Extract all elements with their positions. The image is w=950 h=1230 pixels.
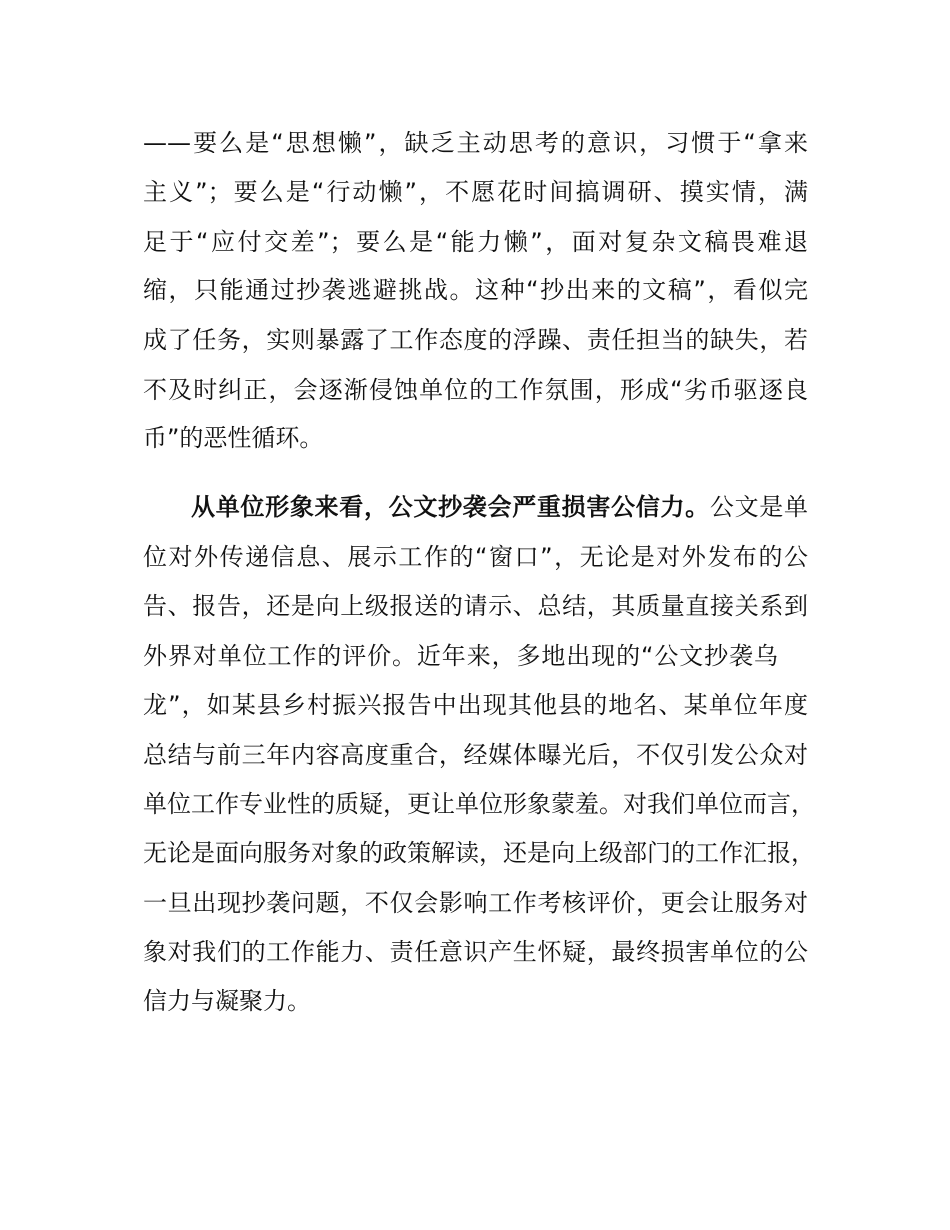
text-line: 龙”，如某县乡村振兴报告中出现其他县的地名、某单位年度	[143, 691, 808, 719]
text-line: 一旦出现抄袭问题，不仅会影响工作考核评价，更会让服务对	[143, 889, 808, 917]
text-line: 告、报告，还是向上级报送的请示、总结，其质量直接关系到	[143, 592, 808, 620]
text-line: 不及时纠正，会逐渐侵蚀单位的工作氛围，形成“劣币驱逐良	[143, 376, 808, 404]
text-line: 主义”；要么是“行动懒”，不愿花时间搞调研、摸实情，满	[143, 178, 808, 206]
text-line: 信力与凝聚力。	[143, 987, 311, 1015]
text-line: 位对外传递信息、展示工作的“窗口”，无论是对外发布的公	[143, 543, 808, 571]
text-line: 外界对单位工作的评价。近年来，多地出现的“公文抄袭乌	[143, 642, 779, 670]
text-line: 单位工作专业性的质疑，更让单位形象蒙羞。对我们单位而言，	[143, 790, 815, 818]
text-line: 足于“应付交差”；要么是“能力懒”，面对复杂文稿畏难退	[143, 228, 808, 256]
text-line: 总结与前三年内容高度重合，经媒体曝光后，不仅引发公众对	[143, 741, 808, 769]
text-line: ——要么是“思想懒”，缺乏主动思考的意识，习惯于“拿来	[143, 129, 808, 157]
text-line: 无论是面向服务对象的政策解读，还是向上级部门的工作汇报，	[143, 839, 815, 867]
text-span: 公文是单	[709, 493, 808, 521]
paragraph-heading: 从单位形象来看，公文抄袭会严重损害公信力。	[191, 493, 710, 521]
text-line: 缩，只能通过抄袭逃避挑战。这种“抄出来的文稿”，看似完	[143, 276, 808, 304]
text-line: 币”的恶性循环。	[143, 424, 324, 452]
text-line: 成了任务，实则暴露了工作态度的浮躁、责任担当的缺失，若	[143, 326, 808, 354]
text-line: 象对我们的工作能力、责任意识产生怀疑，最终损害单位的公	[143, 938, 808, 966]
text-line	[191, 492, 808, 522]
